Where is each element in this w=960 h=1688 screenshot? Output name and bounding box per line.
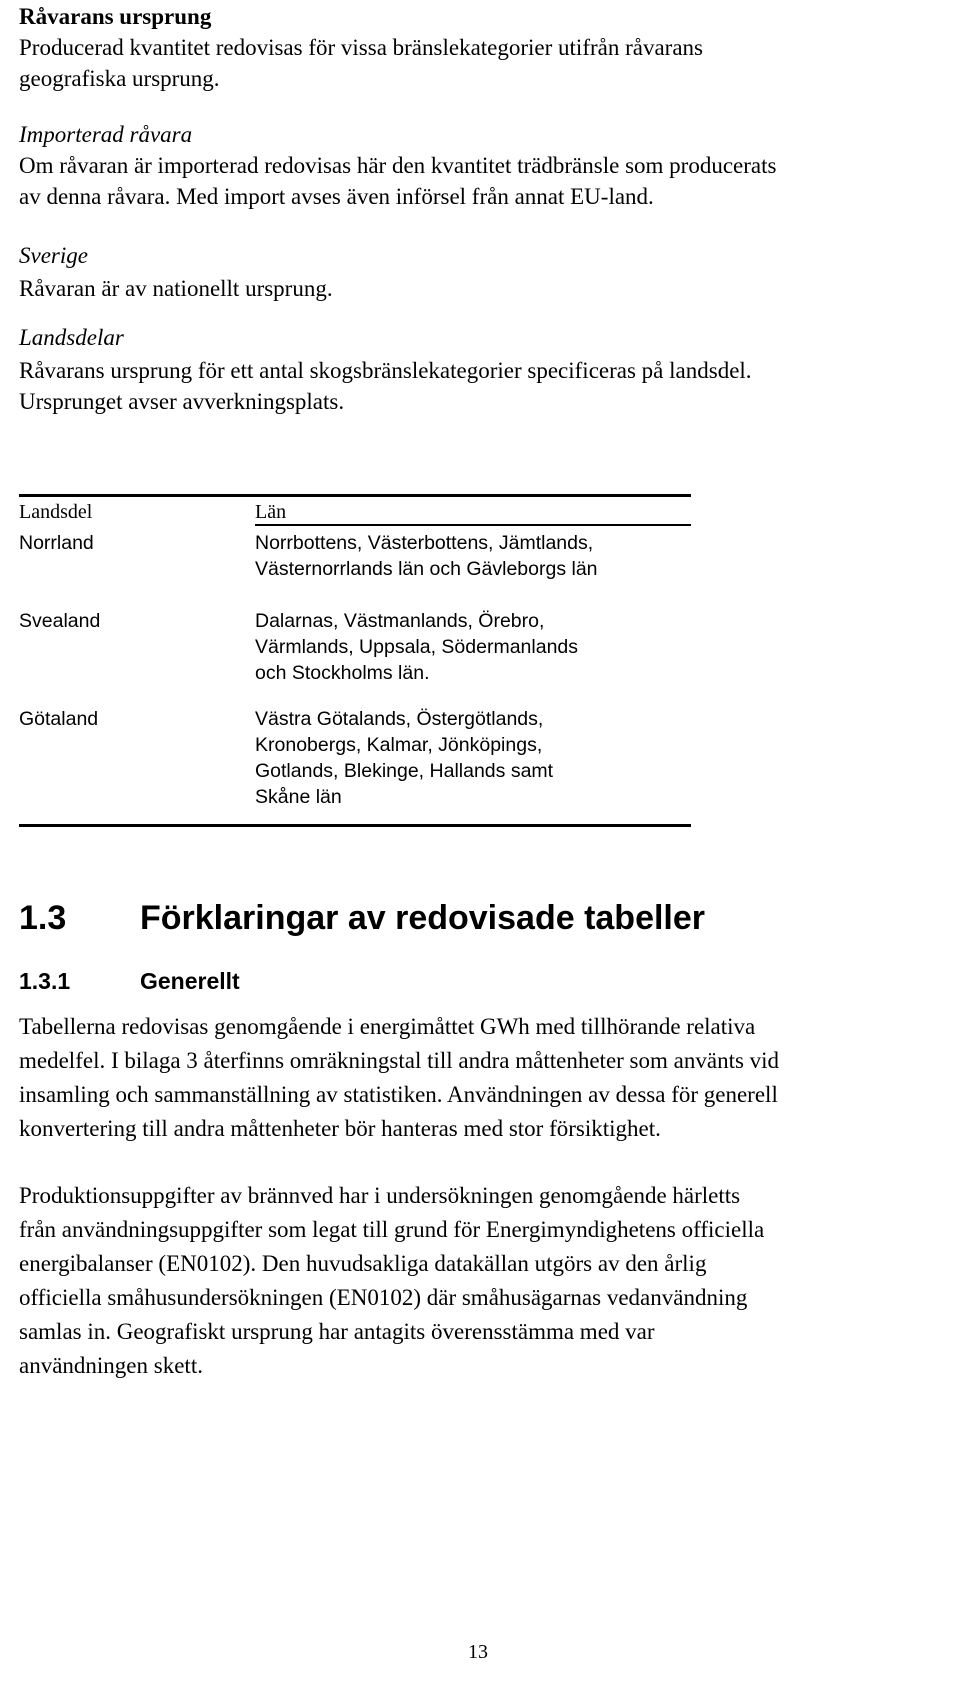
section-1-3-1-title: Generellt bbox=[140, 968, 240, 994]
table-header-county: Län bbox=[255, 501, 287, 523]
imported-line-2: av denna råvara. Med import avses även införsel från annat EU-land. bbox=[19, 184, 654, 209]
regions-line-1: Råvarans ursprung för ett antal skogsbränslekategorier specificeras på landsdel. bbox=[19, 358, 752, 383]
imported-heading: Importerad råvara bbox=[19, 122, 193, 147]
table-cell-counties-svealand-2: Värmlands, Uppsala, Södermanlands bbox=[255, 636, 579, 658]
imported-line-1: Om råvaran är importerad redovisas här den kvantitet trädbränsle som producerats bbox=[19, 153, 777, 178]
table-header-rule bbox=[255, 524, 691, 526]
page-number: 13 bbox=[468, 1641, 488, 1663]
origin-intro-line-1: Producerad kvantitet redovisas för vissa bränslekategorier utifrån råvarans bbox=[19, 35, 703, 60]
table-cell-counties-svealand-1: Dalarnas, Västmanlands, Örebro, bbox=[255, 610, 545, 632]
section-heading-origin: Råvarans ursprung bbox=[19, 4, 212, 29]
origin-intro-line-2: geografiska ursprung. bbox=[19, 66, 220, 91]
paragraph1-line-2: medelfel. I bilaga 3 återfinns omräkningstal till andra måttenheter som använts vid bbox=[19, 1048, 780, 1073]
regions-line-2: Ursprunget avser avverkningsplats. bbox=[19, 389, 345, 414]
paragraph2-line-5: samlas in. Geografiskt ursprung har antagits överensstämma med var bbox=[19, 1319, 655, 1344]
section-1-3-1-number: 1.3.1 bbox=[19, 968, 71, 994]
sweden-heading: Sverige bbox=[19, 243, 88, 268]
paragraph2-line-2: från användningsuppgifter som legat till grund för Energimyndighetens officiella bbox=[19, 1217, 765, 1242]
table-header-region: Landsdel bbox=[19, 501, 93, 523]
table-bottom-rule bbox=[19, 824, 691, 827]
table-cell-counties-gotaland-4: Skåne län bbox=[255, 786, 342, 808]
paragraph2-line-1: Produktionsuppgifter av brännved har i undersökningen genomgående härletts bbox=[19, 1183, 741, 1208]
table-cell-region-norrland: Norrland bbox=[19, 532, 94, 554]
paragraph2-line-3: energibalanser (EN0102). Den huvudsakliga datakällan utgörs av den årlig bbox=[19, 1251, 707, 1276]
paragraph1-line-3: insamling och sammanställning av statistiken. Användningen av dessa för generell bbox=[19, 1082, 778, 1107]
paragraph2-line-6: användningen skett. bbox=[19, 1353, 203, 1378]
table-cell-region-svealand: Svealand bbox=[19, 610, 101, 632]
sweden-line-1: Råvaran är av nationellt ursprung. bbox=[19, 276, 333, 301]
regions-heading: Landsdelar bbox=[19, 325, 124, 350]
table-cell-region-gotaland: Götaland bbox=[19, 708, 99, 730]
table-cell-counties-svealand-3: och Stockholms län. bbox=[255, 662, 430, 684]
table-cell-counties-norrland-2: Västernorrlands län och Gävleborgs län bbox=[255, 558, 598, 580]
table-cell-counties-gotaland-2: Kronobergs, Kalmar, Jönköpings, bbox=[255, 734, 543, 756]
paragraph1-line-1: Tabellerna redovisas genomgående i energimåttet GWh med tillhörande relativa bbox=[19, 1014, 756, 1039]
section-1-3-number: 1.3 bbox=[19, 899, 67, 937]
table-cell-counties-norrland-1: Norrbottens, Västerbottens, Jämtlands, bbox=[255, 532, 594, 554]
section-1-3-title: Förklaringar av redovisade tabeller bbox=[140, 899, 706, 937]
table-cell-counties-gotaland-3: Gotlands, Blekinge, Hallands samt bbox=[255, 760, 554, 782]
paragraph2-line-4: officiella småhusundersökningen (EN0102) där småhusägarnas vedanvändning bbox=[19, 1285, 748, 1310]
paragraph1-line-4: konvertering till andra måttenheter bör hanteras med stor försiktighet. bbox=[19, 1116, 661, 1141]
table-cell-counties-gotaland-1: Västra Götalands, Östergötlands, bbox=[255, 708, 544, 730]
table-top-rule bbox=[19, 494, 691, 497]
